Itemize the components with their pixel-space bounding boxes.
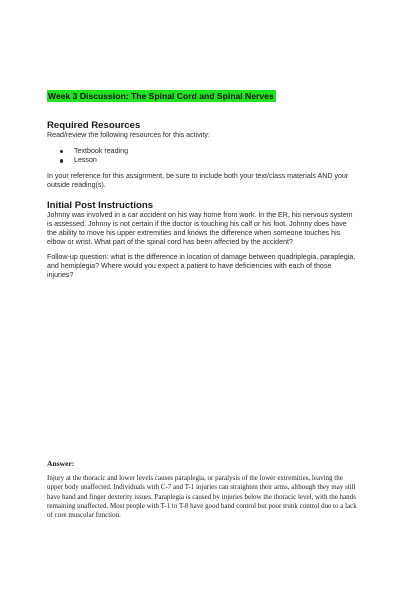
required-resources-intro: Read/review the following resources for this activity: — [47, 131, 210, 139]
document-content — [47, 86, 357, 280]
answer-label: Answer: — [47, 459, 75, 468]
list-item — [60, 147, 357, 156]
list-item — [60, 156, 357, 165]
answer-section — [47, 459, 359, 520]
scenario-paragraph: Johnny was involved in a car accident on his way home from work. In the ER, his nervous system is assessed. Johnny is not certain if the doctor is touching his calf or his foot. Johnny does have the ability to move his upper extremities and knows the difference when someone touches his elbow or wrist. What part of the spinal cord has been affected by the accident? — [47, 211, 353, 247]
resource-item-label: Lesson — [74, 156, 97, 165]
resource-list — [47, 147, 357, 165]
initial-post-heading: Initial Post Instructions — [47, 200, 154, 212]
required-resources-heading: Required Resources — [47, 120, 141, 131]
resource-item-label: Textbook reading — [74, 147, 129, 155]
page-title: Week 3 Discussion: The Spinal Cord and Spinal Nerves — [48, 91, 274, 101]
bullet-icon — [60, 159, 63, 162]
bullet-icon — [60, 150, 63, 153]
reference-note: In your reference for this assignment, be sure to include both your text/class materials AND your outside reading(s). — [47, 172, 349, 190]
answer-text: Injury at the thoracic and lower levels causes paraplegia, or paralysis of the lower extremities, leaving the upper body unaffected. Individuals with C-7 and T-1 injuries can straighten their arms, although they may still have hand and finger dexterity issues. Paraplegia is caused by injuries below the thoracic level, with the hands remaining unaffected. Most people with T-1 to T-8 have good hand control but poor trunk control due to a lack of core muscular function. — [47, 474, 357, 520]
follow-up-paragraph: Follow-up question: what is the difference in location of damage between quadriplegia, paraplegia, and hemiplegia? Where would you expect a patient to have deficiencies with each of those injuries? — [47, 253, 356, 280]
